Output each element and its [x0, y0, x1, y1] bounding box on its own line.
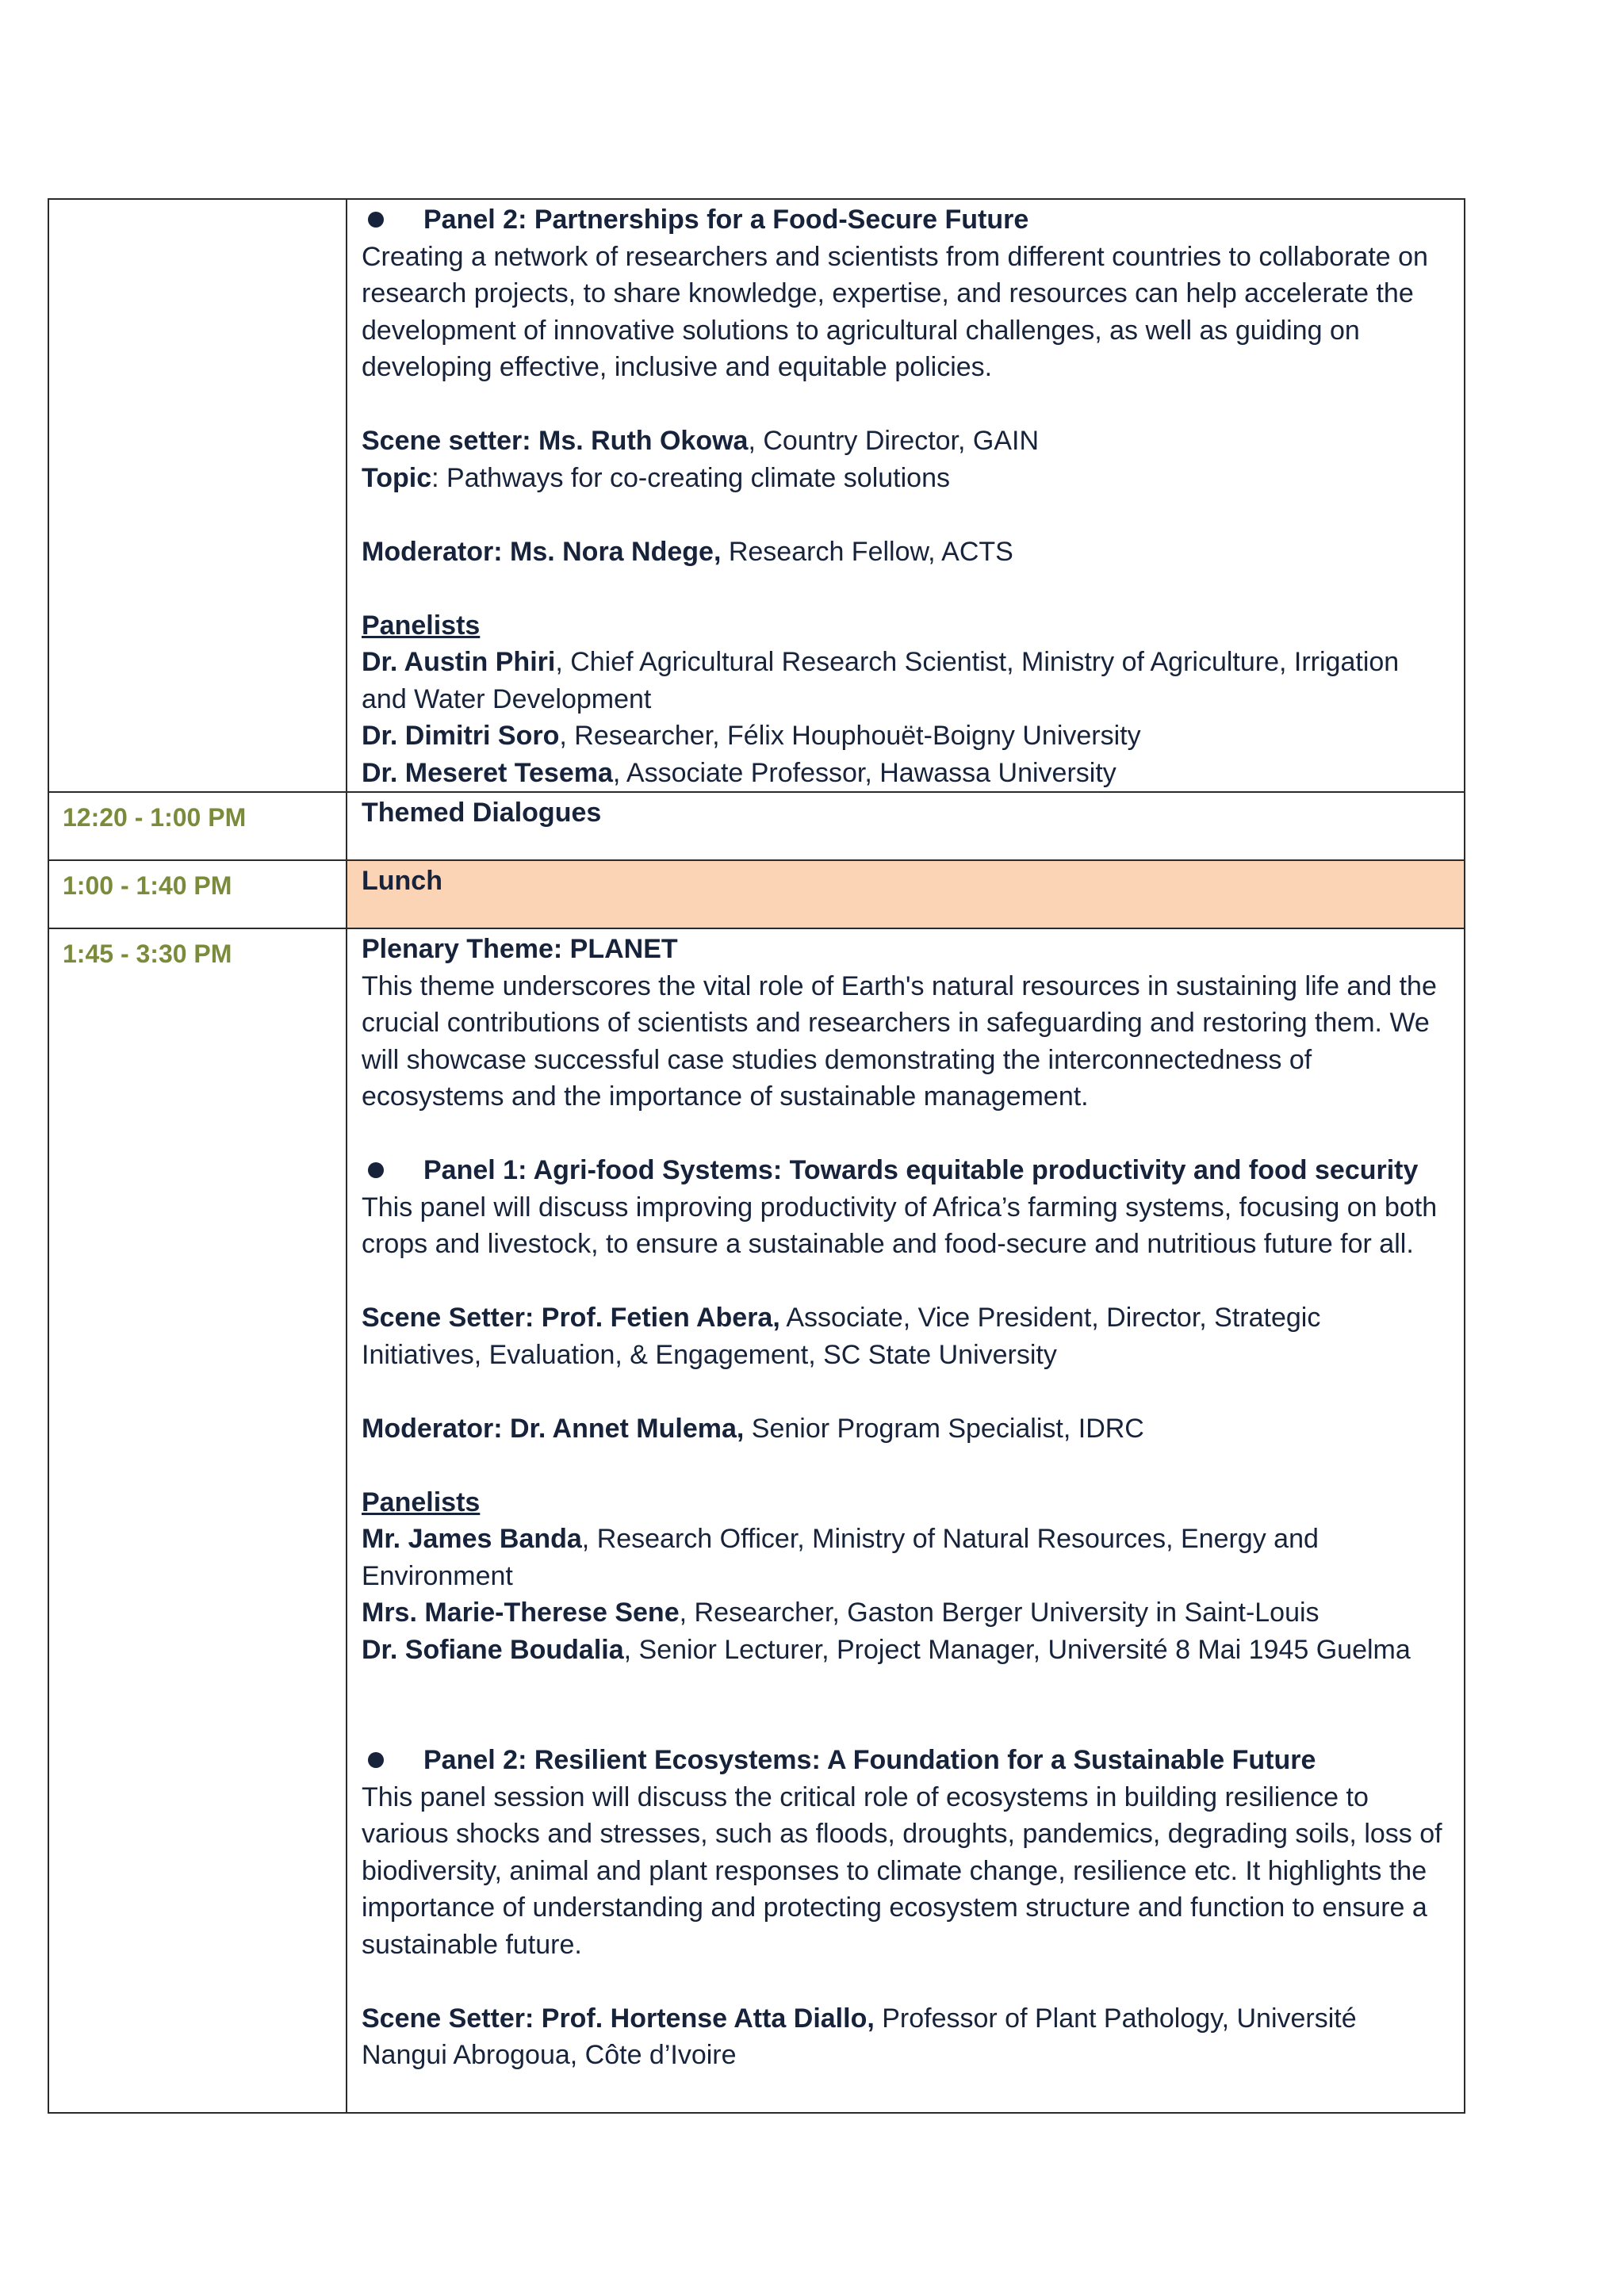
- panelist: Dr. Meseret Tesema, Associate Professor, Hawassa University: [362, 757, 1116, 788]
- topic: Topic: Pathways for co-creating climate solutions: [362, 462, 950, 493]
- panelists-heading: Panelists: [362, 1487, 481, 1517]
- panel-description: This panel will discuss improving productivity of Africa’s farming systems, focusing on both crops and livestock, to ensure a sustainable and food-secure and nutritious future for all.: [362, 1192, 1438, 1259]
- panel-title: Panel 2: Resilient Ecosystems: A Foundation for a Sustainable Future: [362, 1742, 1445, 1779]
- bullet-icon: [368, 1752, 384, 1768]
- session-cell: [347, 199, 1465, 792]
- panelist: Dr. Sofiane Boudalia, Senior Lecturer, Project Manager, Université 8 Mai 1945 Guelma: [362, 1634, 1411, 1665]
- panelist: Dr. Dimitri Soro, Researcher, Félix Houphouët-Boigny University: [362, 721, 1141, 751]
- moderator: Moderator: Dr. Annet Mulema, Senior Program Specialist, IDRC: [362, 1413, 1144, 1444]
- scene-setter: Scene setter: Ms. Ruth Okowa, Country Director, GAIN: [362, 426, 1040, 456]
- time-cell: 1:45 - 3:30 PM: [48, 928, 347, 2113]
- scene-setter: Scene Setter: Prof. Fetien Abera, Associate, Vice President, Director, Strategic Initiatives, Evaluation, & Engagement, SC State University: [362, 1303, 1321, 1370]
- plenary-description: This theme underscores the vital role of Earth's natural resources in sustaining life and the crucial contributions of scientists and researchers in safeguarding and restoring them. We will showcase successful case studies demonstrating the interconnectedness of ecosystems and the importance of sustainable management.: [362, 970, 1437, 1112]
- scene-setter: Scene Setter: Prof. Hortense Atta Diallo, Professor of Plant Pathology, Université Nangui Abrogoua, Côte d’Ivoire: [362, 2003, 1357, 2070]
- agenda-table: [48, 198, 1465, 2114]
- panel-description: This panel session will discuss the critical role of ecosystems in building resilience to various shocks and stresses, such as floods, droughts, pandemics, degrading soils, loss of biodiversity, animal and plant responses to climate change, resilience etc. It highlights the importance of understanding and protecting ecosystem structure and function to ensure a sustainable future.: [362, 1781, 1442, 1960]
- panelist: Mr. James Banda, Research Officer, Ministry of Natural Resources, Energy and Environment: [362, 1524, 1319, 1591]
- panel-description: Creating a network of researchers and scientists from different countries to collaborate on research projects, to share knowledge, expertise, and resources can help accelerate the development of innovative solutions to agricultural challenges, as well as guiding on developing effective, inclusive and equitable policies.: [362, 241, 1428, 382]
- session-title: Lunch: [347, 860, 1465, 928]
- agenda-row-plenary-planet: [48, 928, 1465, 2113]
- session-title: Themed Dialogues: [347, 792, 1465, 860]
- bullet-icon: [368, 1162, 384, 1178]
- panel-title: Panel 2: Partnerships for a Food-Secure Future: [362, 201, 1445, 239]
- agenda-row-themed-dialogues: [48, 792, 1465, 860]
- agenda-row-panel2-food: [48, 199, 1465, 792]
- plenary-title: Plenary Theme: PLANET: [362, 934, 678, 964]
- time-cell: [48, 199, 347, 792]
- panelists-heading: Panelists: [362, 610, 481, 641]
- bullet-icon: [368, 212, 384, 228]
- agenda-row-lunch: [48, 860, 1465, 928]
- panelist: Dr. Austin Phiri, Chief Agricultural Research Scientist, Ministry of Agriculture, Irrigation and Water Development: [362, 647, 1400, 714]
- time-cell: 12:20 - 1:00 PM: [48, 792, 347, 860]
- moderator: Moderator: Ms. Nora Ndege, Research Fellow, ACTS: [362, 536, 1013, 567]
- panel-title: Panel 1: Agri-food Systems: Towards equitable productivity and food security: [362, 1152, 1445, 1189]
- time-cell: 1:00 - 1:40 PM: [48, 860, 347, 928]
- panelist: Mrs. Marie-Therese Sene, Researcher, Gaston Berger University in Saint-Louis: [362, 1598, 1320, 1628]
- session-cell: [347, 928, 1465, 2113]
